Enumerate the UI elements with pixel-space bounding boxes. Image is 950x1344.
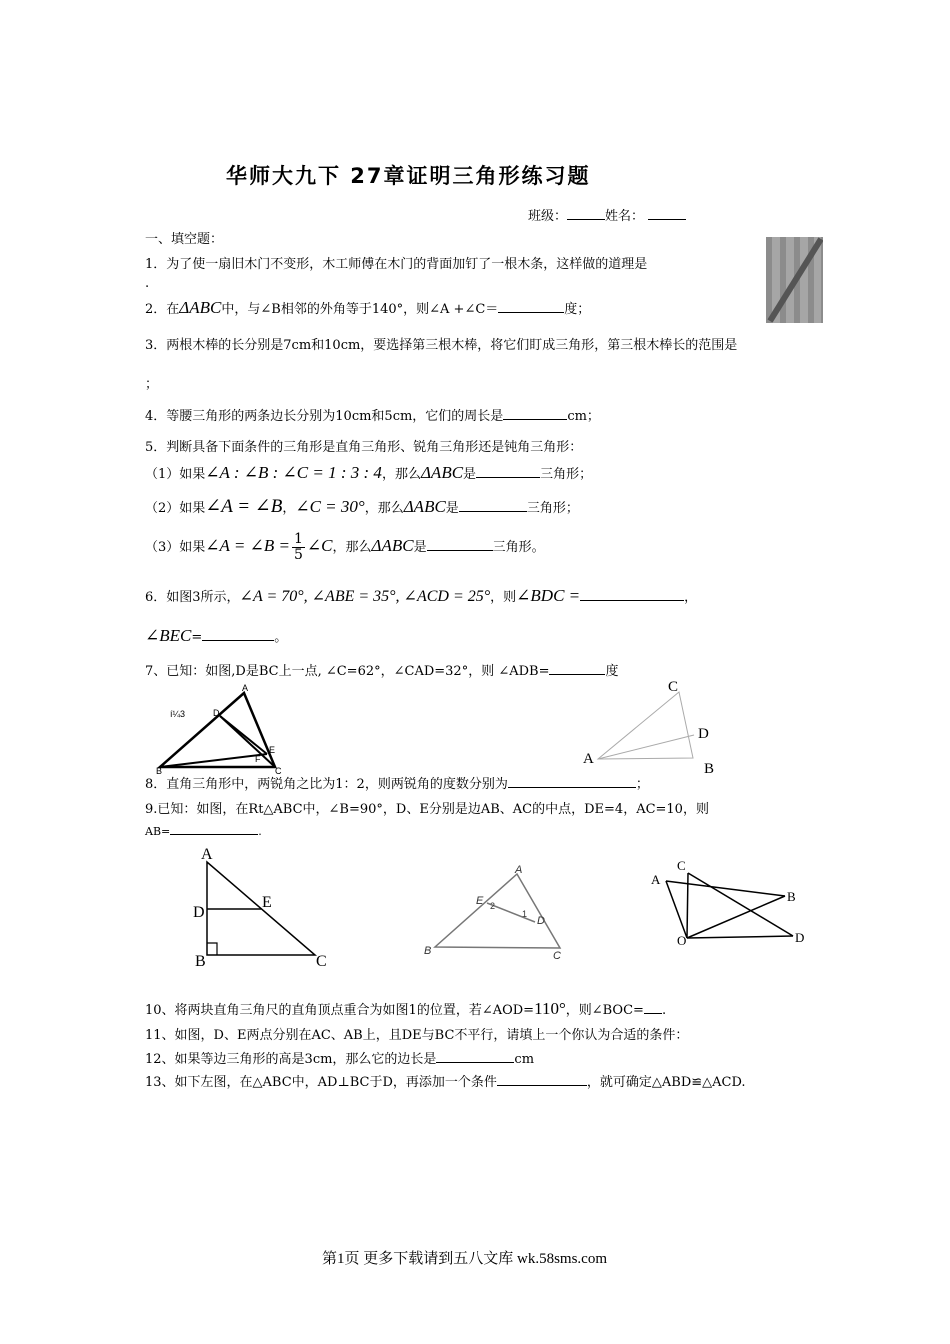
fig3-label-c: C xyxy=(275,766,282,775)
fig11-triangle xyxy=(435,874,560,948)
fig3-caption: í¼3 xyxy=(170,709,186,719)
section-heading: 一、填空题： xyxy=(145,232,224,247)
fig3-label-e: E xyxy=(269,745,276,755)
q9-blank[interactable] xyxy=(170,824,258,835)
q5-s1-mid: ，那么 xyxy=(381,467,421,482)
fig3-label-d: D xyxy=(213,708,220,718)
name-label: 姓名： xyxy=(605,209,645,224)
q4-blank[interactable] xyxy=(503,407,567,420)
q7-post: 度 xyxy=(605,664,619,679)
fig10-label-o: O xyxy=(677,933,687,948)
q12-post: cm xyxy=(514,1052,535,1067)
fig10-line-ab xyxy=(666,881,785,896)
question-4 xyxy=(145,405,600,424)
q5-s2-tri: ΔABC xyxy=(403,497,446,516)
q5-s3-is: 是 xyxy=(413,540,427,555)
fig9-label-a: A xyxy=(201,846,213,863)
q6-math: ∠A = 70°, ∠ABE = 35°, ∠ACD = 25° xyxy=(239,588,491,605)
question-10 xyxy=(145,999,666,1019)
class-label: 班级： xyxy=(528,209,568,224)
fig11-label-e: E xyxy=(476,895,484,907)
figure-3 xyxy=(150,680,290,775)
question-11: 11、如图，D、E两点分别在AC、AB上，且DE与BC不平行，请填上一个你认为合适的条件： xyxy=(145,1028,689,1043)
q4-text: 4．等腰三角形的两条边长分别为10cm和5cm，它们的周长是 xyxy=(145,409,504,424)
q6-bec-blank[interactable] xyxy=(202,628,274,641)
fig3-label-f: F xyxy=(255,754,261,764)
fig7-label-d: D xyxy=(698,726,709,742)
fig3-line-be xyxy=(160,754,267,767)
q13-pre: 13、如下左图，在△ABC中，AD⊥BC于D，再添加一个条件 xyxy=(145,1075,497,1090)
fig10-label-a: A xyxy=(651,872,661,887)
fig9-label-c: C xyxy=(316,953,327,968)
q1-text: 1．为了使一扇旧木门不变形，木工师傅在木门的背面加钉了一根木条，这样做的道理是 xyxy=(145,257,648,272)
fig9-right-angle xyxy=(207,943,217,955)
fig10-line-oc xyxy=(687,873,688,938)
q5-s2-pre: （2）如果 xyxy=(145,501,206,516)
q2-blank[interactable] xyxy=(498,300,564,313)
fig9-label-d: D xyxy=(193,904,205,921)
fig11-label-2: 2 xyxy=(490,901,496,911)
figure-9 xyxy=(190,843,340,968)
page-footer: 第1页 更多下载请到五八文库 wk.58sms.com xyxy=(322,1251,608,1267)
q6-end: 。 xyxy=(274,630,288,645)
fig11-label-d: D xyxy=(537,915,545,927)
q2-triangle: ΔABC xyxy=(179,298,222,317)
fig10-label-d: D xyxy=(795,930,805,945)
q9-end: . xyxy=(258,825,262,838)
q6-bec: ∠BEC xyxy=(145,626,192,645)
class-name-line xyxy=(528,205,686,224)
q3-tail: ； xyxy=(145,377,159,392)
q6-comma: ， xyxy=(684,590,698,605)
q5-s1-pre: （1）如果 xyxy=(145,467,206,482)
q5-s3-post: 三角形。 xyxy=(492,540,545,555)
q10-end: . xyxy=(661,1003,667,1018)
q5-s3-blank[interactable] xyxy=(427,538,493,551)
fig11-label-b: B xyxy=(424,945,432,957)
class-blank[interactable] xyxy=(567,207,605,220)
q6-eq: = xyxy=(191,630,203,645)
fig3-label-b: B xyxy=(156,766,163,775)
q5-s2-is: 是 xyxy=(445,501,459,516)
q6-mid: ，则 xyxy=(490,590,517,605)
q5-s3-pre: （3）如果 xyxy=(145,540,206,555)
fig9-label-e: E xyxy=(262,894,272,911)
q10-mid: ，则∠BOC= xyxy=(565,1003,644,1018)
question-7 xyxy=(145,660,619,679)
q4-post: cm； xyxy=(567,409,600,424)
question-6 xyxy=(145,586,697,606)
fig10-line-oa xyxy=(666,881,687,938)
page-title: 华师大九下 27章证明三角形练习题 xyxy=(226,164,591,188)
q2-post: 度； xyxy=(564,302,591,317)
q5-s2-mid: ，那么 xyxy=(364,501,404,516)
fig10-label-b: B xyxy=(787,889,796,904)
question-1 xyxy=(145,253,647,272)
q6-pre: 6．如图3所示， xyxy=(145,590,240,605)
q5-sub3 xyxy=(145,532,545,563)
q7-blank[interactable] xyxy=(549,662,605,675)
q2-mid: 中，与∠B相邻的外角等于140°，则∠A +∠C＝ xyxy=(221,302,499,317)
fig10-line-cd xyxy=(688,873,793,936)
q5-s3-fraction xyxy=(292,532,305,563)
fraction-numerator: 1 xyxy=(293,531,303,547)
figure-7 xyxy=(578,675,728,775)
question-13 xyxy=(145,1071,746,1090)
fig7-label-b: B xyxy=(704,761,715,775)
q5-sub1 xyxy=(145,463,592,483)
question-9: 9.已知：如图，在Rt△ABC中，∠B=90°，D、E分别是边AB、AC的中点，DE=4，AC=10，则 xyxy=(145,802,709,817)
fig10-line-od xyxy=(687,936,793,938)
q6-bdc: ∠BDC = xyxy=(516,586,581,605)
question-12 xyxy=(145,1048,534,1067)
question-2 xyxy=(145,298,590,318)
fig11-label-c: C xyxy=(553,950,561,960)
fig7-label-a: A xyxy=(583,751,594,767)
q13-blank[interactable] xyxy=(497,1073,587,1086)
q8-post: ； xyxy=(635,777,649,792)
q5-s1-blank[interactable] xyxy=(476,465,540,478)
q5-sub2 xyxy=(145,495,579,518)
figure-10 xyxy=(645,853,815,953)
q2-pre: 2．在 xyxy=(145,302,180,317)
door-image xyxy=(766,237,823,323)
q5-s2-post: 三角形； xyxy=(526,501,579,516)
q5-s2-math2: ∠C = 30° xyxy=(295,497,365,516)
q5-s3-tri: ΔABC xyxy=(371,536,414,555)
q9-ab: AB= xyxy=(145,825,171,838)
q9-line2 xyxy=(145,824,262,838)
q13-post: ，就可确定△ABD≌△ACD. xyxy=(586,1075,746,1090)
q10-blank[interactable] xyxy=(644,1001,662,1014)
fig9-label-b: B xyxy=(195,953,206,968)
q5-s3-math: ∠A = ∠B = xyxy=(205,536,290,555)
q1-tail: . xyxy=(145,276,150,291)
q5-s3-math2: ∠C xyxy=(306,536,333,555)
fraction-denominator: 5 xyxy=(293,547,303,563)
q5-s2-comma: ， xyxy=(282,501,296,516)
q6-line2 xyxy=(145,626,287,646)
q10-math: 110° xyxy=(534,999,566,1018)
question-5: 5．判断具备下面条件的三角形是直角三角形、锐角三角形还是钝角三角形： xyxy=(145,440,583,455)
q8-pre: 8．直角三角形中，两锐角之比为1：2，则两锐角的度数分别为 xyxy=(145,777,508,792)
fig10-label-c: C xyxy=(677,858,686,873)
q5-s1-tri: ΔABC xyxy=(420,463,464,482)
q12-blank[interactable] xyxy=(436,1052,514,1063)
fig7-triangle xyxy=(598,692,693,759)
q6-bdc-blank[interactable] xyxy=(580,588,684,601)
question-8 xyxy=(145,773,649,792)
q5-s2-blank[interactable] xyxy=(459,499,527,512)
name-blank[interactable] xyxy=(648,207,686,220)
fig3-label-a: A xyxy=(242,683,249,693)
q5-s2-math1: ∠A = ∠B xyxy=(205,496,283,517)
q10-pre: 10、将两块直角三角尺的直角顶点重合为如图1的位置，若∠AOD= xyxy=(145,1003,535,1018)
q12-pre: 12、如果等边三角形的高是3cm，那么它的边长是 xyxy=(145,1052,437,1067)
q5-s1-math: ∠A : ∠B : ∠C = 1 : 3 : 4 xyxy=(205,463,382,482)
fig11-label-a: A xyxy=(515,864,523,876)
figure-11 xyxy=(420,860,570,960)
fig11-label-1: 1 xyxy=(522,909,528,919)
question-3: 3．两根木棒的长分别是7cm和10cm，要选择第三根木棒，将它们盯成三角形，第三根木棒长的范围是 xyxy=(145,338,738,353)
q5-s1-is: 是 xyxy=(463,467,477,482)
q8-blank[interactable] xyxy=(508,775,636,788)
q5-s1-post: 三角形； xyxy=(540,467,593,482)
fig7-label-c: C xyxy=(668,679,679,695)
q5-s3-mid: ，那么 xyxy=(332,540,372,555)
q7-pre: 7、已知：如图,D是BC上一点, ∠C=62°，∠CAD=32°，则 ∠ADB= xyxy=(145,664,550,679)
